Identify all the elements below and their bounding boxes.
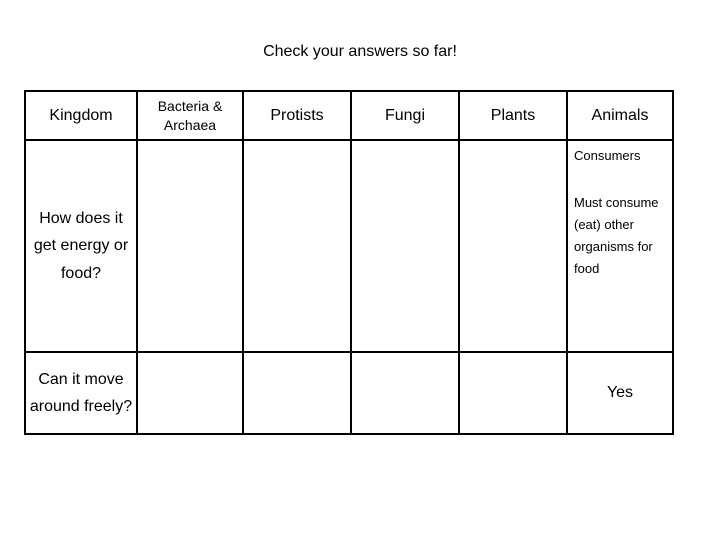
cell-animals-energy	[567, 140, 673, 352]
animals-energy-heading: Consumers	[574, 148, 641, 163]
cell-plants-energy	[459, 140, 567, 352]
cell-animals-movement: Yes	[567, 352, 673, 434]
cell-plants-movement	[459, 352, 567, 434]
header-bacteria-archaea: Bacteria & Archaea	[137, 91, 243, 140]
row-label-energy: How does it get energy or food?	[25, 140, 137, 352]
header-kingdom: Kingdom	[25, 91, 137, 140]
cell-bacteria-movement	[137, 352, 243, 434]
header-protists: Protists	[243, 91, 351, 140]
cell-fungi-movement	[351, 352, 459, 434]
cell-protists-energy	[243, 140, 351, 352]
table-row-movement	[25, 352, 673, 434]
page-title: Check your answers so far!	[263, 43, 457, 60]
cell-protists-movement	[243, 352, 351, 434]
header-plants: Plants	[459, 91, 567, 140]
cell-fungi-energy	[351, 140, 459, 352]
animals-energy-text: Must consume (eat) other organisms for food	[574, 195, 659, 276]
header-animals: Animals	[567, 91, 673, 140]
row-label-movement: Can it move around freely?	[25, 352, 137, 434]
kingdom-table	[24, 90, 674, 435]
cell-bacteria-energy	[137, 140, 243, 352]
table-row-energy	[25, 140, 673, 352]
header-fungi: Fungi	[351, 91, 459, 140]
table-header-row	[25, 91, 673, 140]
